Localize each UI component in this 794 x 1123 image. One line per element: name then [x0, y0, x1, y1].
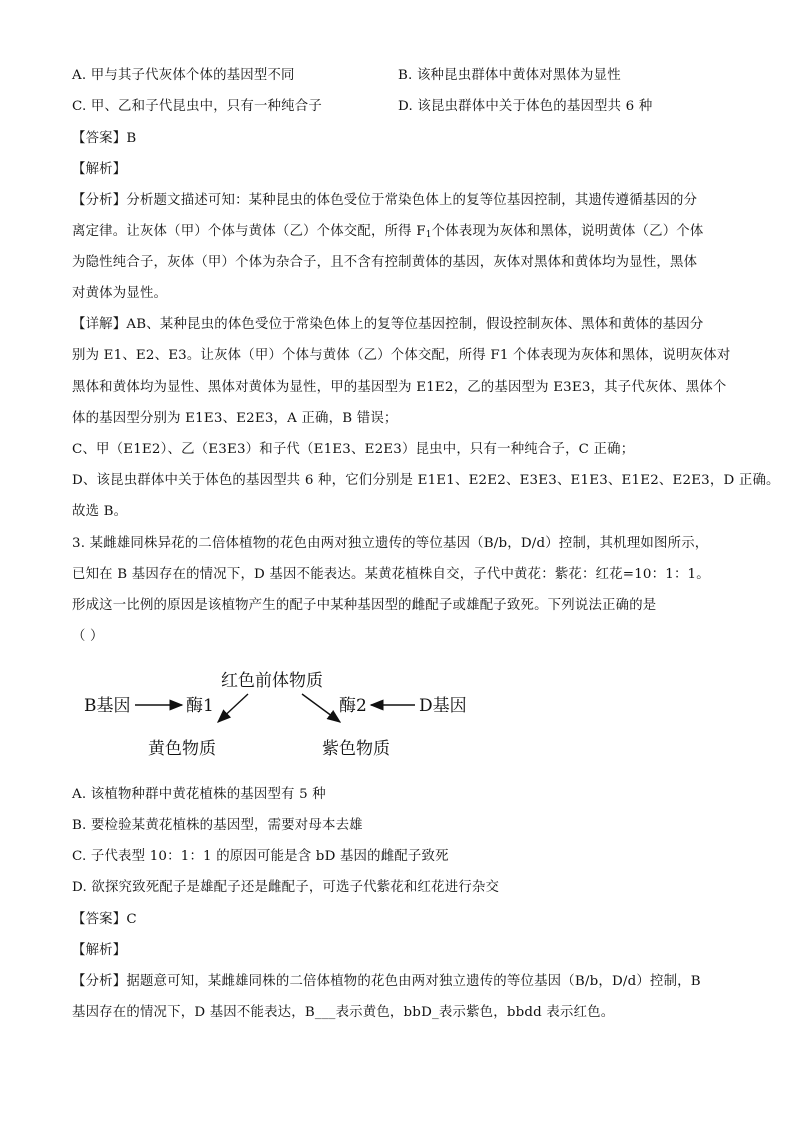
q3-stem-bracket: （ ） — [72, 629, 104, 644]
q2-option-d-explanation: D、该昆虫群体中关于体色的基因型共 6 种，它们分别是 E1E1、E2E2、E3E3、E1E3、E1E2、E2E3，D 正确。 — [72, 473, 780, 488]
q2-analysis-line-4: 对黄体为显性。 — [72, 286, 168, 301]
q3-analysis-line-1: 【分析】据题意可知，某雌雄同株的二倍体植物的花色由两对独立遗传的等位基因（B/b，D/d）控制，B — [72, 974, 701, 989]
q2-analysis-heading: 【解析】 — [72, 162, 127, 177]
purple-substance-label: 紫色物质 — [322, 739, 390, 759]
q2-answer: 【答案】B — [72, 131, 137, 146]
q3-analysis-line-2: 基因存在的情况下，D 基因不能表达，B___表示黄色，bbD_表示紫色，bbdd 表示红色。 — [72, 1005, 615, 1020]
q3-option-b: B. 要检验某黄花植株的基因型，需要对母本去雄 — [72, 818, 363, 833]
q2-option-b: B. 该种昆虫群体中黄体对黑体为显性 — [398, 68, 621, 83]
q3-stem-line-2: 已知在 B 基因存在的情况下，D 基因不能表达。某黄花植株自交，子代中黄花：紫花：红花=10：1：1。 — [72, 567, 710, 582]
q3-option-c: C. 子代表型 10：1：1 的原因可能是含 bD 基因的雌配子致死 — [72, 849, 449, 864]
q2-analysis-line-2: 离定律。让灰体（甲）个体与黄体（乙）个体交配，所得 $F_1$个体表现为灰体和黑体，说明黄体（乙）个体 — [72, 224, 704, 240]
q2-analysis-line-3: 为隐性纯合子，灰体（甲）个体为杂合子，且不含有控制黄体的基因，灰体对黑体和黄体均为显性，黑体 — [72, 255, 698, 270]
q3-option-d: D. 欲探究致死配子是雄配子还是雌配子，可选子代紫花和红花进行杂交 — [72, 880, 500, 895]
gene-b-label: B基因 — [84, 696, 131, 716]
q3-analysis-heading: 【解析】 — [72, 943, 127, 958]
q2-detail-line-2: 别为 E1、E2、E3。让灰体（甲）个体与黄体（乙）个体交配，所得 F1 个体表现为灰体和黑体，说明灰体对 — [72, 348, 731, 363]
q2-option-c-explanation: C、甲（E1E2）、乙（E3E3）和子代（E1E3、E2E3）昆虫中，只有一种纯合子，C 正确； — [72, 442, 635, 457]
gene-d-label: D基因 — [419, 696, 467, 716]
q3-option-a: A. 该植物种群中黄花植株的基因型有 5 种 — [72, 787, 326, 802]
q3-pathway-diagram — [78, 660, 498, 770]
q3-stem-line-1: 3. 某雌雄同株异花的二倍体植物的花色由两对独立遗传的等位基因（B/b，D/d）控制，其机理如图所示， — [72, 536, 709, 551]
precursor-to-purple-arrow — [302, 694, 340, 722]
q2-detail-line-3: 黑体和黄体均为显性、黑体对黄体为显性，甲的基因型为 E1E2，乙的基因型为 E3E3，其子代灰体、黑体个 — [72, 380, 727, 395]
precursor-to-yellow-arrow — [218, 694, 248, 722]
q3-answer: 【答案】C — [72, 912, 137, 927]
q2-analysis-line-1: 【分析】分析题文描述可知：某种昆虫的体色受位于常染色体上的复等位基因控制，其遗传遵循基因的分 — [72, 193, 698, 208]
q3-stem-line-3: 形成这一比例的原因是该植物产生的配子中某种基因型的雌配子或雄配子致死。下列说法正确的是 — [72, 598, 657, 613]
red-precursor-label: 红色前体物质 — [221, 671, 323, 691]
q2-detail-line-4: 体的基因型分别为 E1E3、E2E3，A 正确，B 错误； — [72, 411, 398, 426]
enzyme1-label: 酶1 — [186, 696, 214, 716]
q2-option-c: C. 甲、乙和子代昆虫中，只有一种纯合子 — [72, 99, 322, 114]
enzyme2-label: 酶2 — [339, 696, 367, 716]
q2-detail-line-1: 【详解】AB、某种昆虫的体色受位于常染色体上的复等位基因控制，假设控制灰体、黑体和黄体的基因分 — [72, 317, 704, 332]
yellow-substance-label: 黄色物质 — [148, 739, 216, 759]
q2-option-a: A. 甲与其子代灰体个体的基因型不同 — [72, 68, 295, 83]
q2-option-d: D. 该昆虫群体中关于体色的基因型共 6 种 — [398, 99, 653, 114]
q2-conclusion: 故选 B。 — [72, 504, 128, 519]
